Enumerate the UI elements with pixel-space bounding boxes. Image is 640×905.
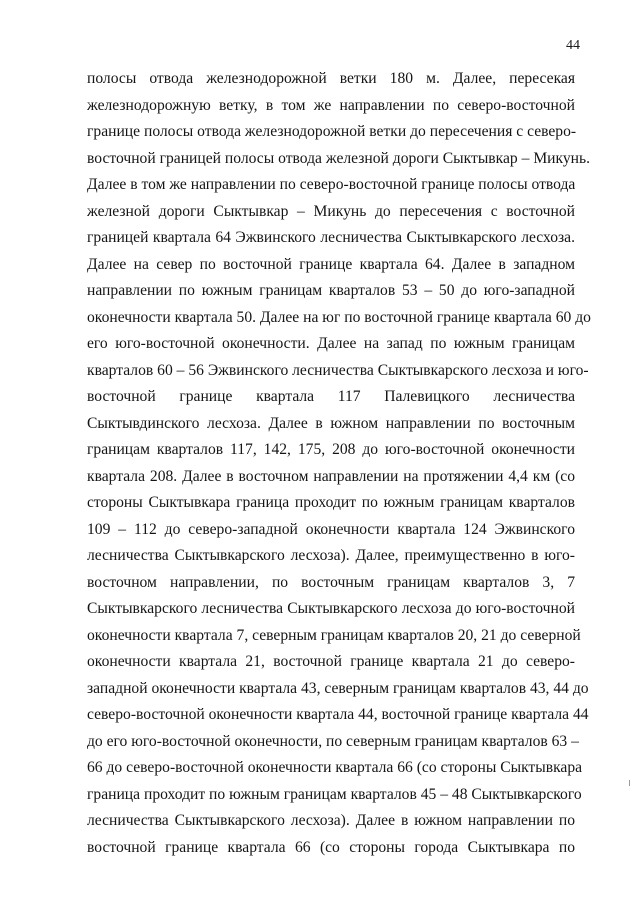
text-line: оконечности квартала 50. Далее на юг по восточной границе квартала 60 до	[87, 308, 591, 326]
text-line: до его юго-восточной оконечности, по северным границам кварталов 63 –	[87, 732, 579, 750]
text-line: западной оконечности квартала 43, северным границам кварталов 43, 44 до	[87, 679, 589, 697]
text-line: границей квартала 64 Эжвинского лесничества Сыктывкарского лесхоза.	[87, 229, 575, 246]
text-line: 66 до северо-восточной оконечности квартала 66 (со стороны Сыктывкара	[87, 759, 583, 776]
text-line: лесничества Сыктывкарского лесхоза). Далее в южном направлении по	[87, 812, 575, 829]
text-line: восточном направлении, по восточным границам кварталов 3, 7	[87, 573, 575, 591]
text-line: его юго-восточной оконечности. Далее на запад по южным границам	[87, 335, 575, 352]
page-number: 44	[566, 38, 580, 53]
text-line: Далее на север по восточной границе квартала 64. Далее в западном	[87, 255, 575, 273]
text-line: кварталов 60 – 56 Эжвинского лесничества Сыктывкарского лесхоза и юго-	[87, 361, 589, 379]
text-line: стороны Сыктывкара граница проходит по южным границам кварталов	[87, 494, 575, 511]
text-line: Сыктывдинского лесхоза. Далее в южном направлении по восточным	[87, 414, 575, 432]
text-line: граница проходит по южным границам кварталов 45 – 48 Сыктывкарского	[87, 785, 582, 803]
text-line: железнодорожную ветку, в том же направлении по северо-восточной	[87, 96, 575, 114]
text-line: северо-восточной оконечности квартала 44, восточной границе квартала 44	[87, 706, 589, 723]
text-line: восточной границей полосы отвода железной дороги Сыктывкар – Микунь.	[87, 149, 591, 167]
scan-margin-mark	[629, 780, 630, 786]
text-line: восточной границе квартала 117 Палевицкого лесничества	[87, 388, 575, 405]
text-line: границам кварталов 117, 142, 175, 208 до юго-восточной оконечности	[87, 441, 575, 458]
text-line: Сыктывкарского лесничества Сыктывкарского лесхоза до юго-восточной	[87, 600, 575, 617]
body-text	[87, 66, 591, 861]
text-line: железной дороги Сыктывкар – Микунь до пересечения с восточной	[87, 202, 575, 220]
text-line: лесничества Сыктывкарского лесхоза). Далее, преимущественно в юго-	[87, 547, 575, 564]
text-line: оконечности квартала 21, восточной границе квартала 21 до северо-	[87, 653, 575, 670]
text-line: границе полосы отвода железнодорожной ветки до пересечения с северо-	[87, 123, 577, 140]
text-line: оконечности квартала 7, северным границам кварталов 20, 21 до северной	[87, 626, 581, 644]
text-line: направлении по южным границам кварталов 53 – 50 до юго-западной	[87, 282, 575, 299]
text-line: полосы отвода железнодорожной ветки 180 м. Далее, пересекая	[87, 70, 575, 87]
text-line: квартала 208. Далее в восточном направлении на протяжении 4,4 км (со	[87, 467, 575, 485]
text-line: 109 – 112 до северо-западной оконечности квартала 124 Эжвинского	[87, 520, 575, 538]
text-line: Далее в том же направлении по северо-восточной границе полосы отвода	[87, 176, 576, 193]
text-line: восточной границе квартала 66 (со стороны города Сыктывкара по	[87, 838, 575, 856]
